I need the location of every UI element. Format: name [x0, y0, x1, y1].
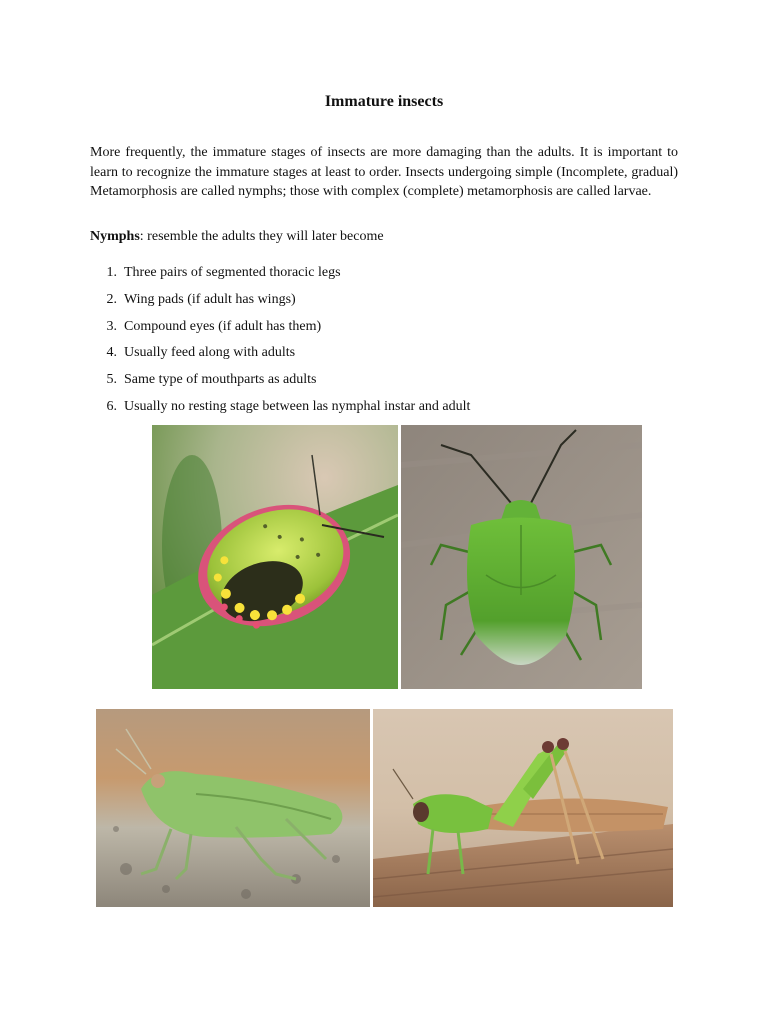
list-number: 3. — [106, 318, 117, 334]
list-item — [90, 344, 690, 371]
list-number: 5. — [106, 372, 117, 388]
adult-green-stink-bug-photo — [401, 425, 642, 689]
list-number: 4. — [106, 345, 117, 361]
list-text: Usually no resting stage between las nymphal instar and adult — [124, 398, 471, 414]
list-item — [90, 371, 690, 398]
list-number: 2. — [106, 291, 117, 307]
list-text: Usually feed along with adults — [124, 345, 296, 361]
intro-paragraph: More frequently, the immature stages of insects are more damaging than the adults. It is important to learn to recognize the immature stages at least to order. Insects undergoing simple (Incomplete, gradual) Metamorphosis are called nymphs; those with complex (complete) metamorphosis are called larvae. — [90, 145, 678, 199]
stink-bug-nymph-photo — [152, 425, 398, 689]
list-item — [90, 318, 690, 345]
list-text: Three pairs of segmented thoracic legs — [124, 265, 341, 280]
list-item — [90, 398, 690, 425]
list-number: 6. — [106, 398, 117, 414]
nymph-traits-list — [90, 264, 690, 425]
page-title: Immature insects — [324, 93, 444, 110]
list-text: Wing pads (if adult has wings) — [124, 291, 296, 307]
list-item — [90, 291, 690, 318]
list-item — [90, 264, 690, 291]
list-text: Same type of mouthparts as adults — [124, 372, 317, 388]
nymphs-definition — [90, 229, 678, 245]
nymphs-description: : resemble the adults they will later become — [139, 229, 384, 244]
adult-grasshopper-photo — [373, 709, 673, 907]
grasshopper-nymph-photo — [96, 709, 370, 907]
list-number: 1. — [106, 265, 117, 280]
list-text: Compound eyes (if adult has them) — [124, 318, 322, 334]
nymphs-term: Nymphs — [90, 229, 140, 244]
